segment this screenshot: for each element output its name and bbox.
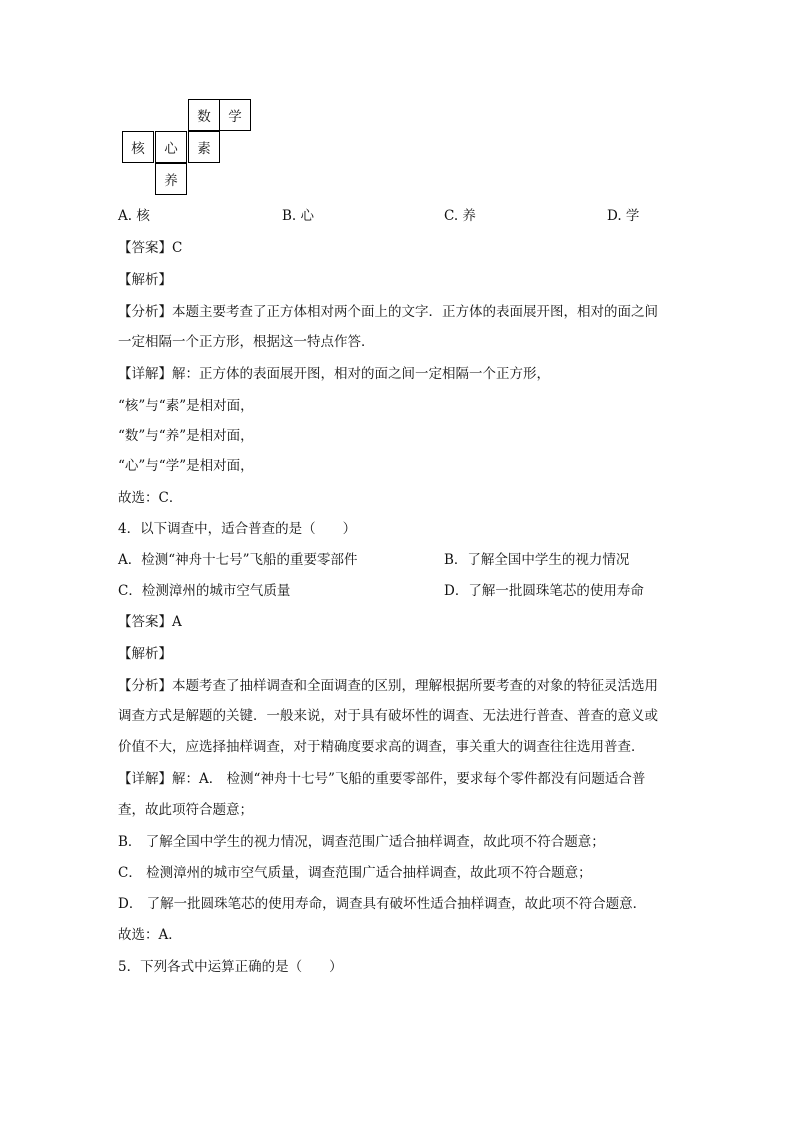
q4-xiangjie-b: B． 了解全国中学生的视力情况，调查范围广适合抽样调查，故此项不符合题意； xyxy=(118,834,605,850)
net-cell-yang: 养 xyxy=(155,163,187,195)
q4-fenxi-line-1: 【分析】本题考查了抽样调查和全面调查的区别，理解根据所要考查的对象的特征灵活选用 xyxy=(118,678,658,694)
q3-fenxi-line-1: 【分析】本题主要考查了正方体相对两个面上的文字．正方体的表面展开图，相对的面之间 xyxy=(118,304,658,320)
q4-jiexi-heading: 【解析】 xyxy=(118,646,172,662)
q4-option-b: B．了解全国中学生的视力情况 xyxy=(444,552,630,568)
q3-fenxi-line-2: 一定相隔一个正方形，根据这一特点作答． xyxy=(118,334,375,350)
q3-option-a: A. 核 xyxy=(118,208,150,224)
q3-pair-3: “心”与“学”是相对面， xyxy=(118,458,254,474)
q3-option-d: D. 学 xyxy=(607,208,640,224)
net-cell-xin: 心 xyxy=(155,131,187,163)
q4-guxuan: 故选：A． xyxy=(118,927,182,943)
q3-option-c: C. 养 xyxy=(444,208,476,224)
q3-guxuan: 故选：C． xyxy=(118,490,183,506)
q4-answer: 【答案】A xyxy=(118,614,182,630)
net-cell-xue: 学 xyxy=(219,99,251,131)
net-cell-su: 素 xyxy=(188,131,220,163)
q4-option-a: A．检测“神舟十七号”飞船的重要零部件 xyxy=(118,552,358,568)
q4-option-c: C．检测漳州的城市空气质量 xyxy=(118,583,291,599)
q4-xiangjie-line-1: 【详解】解：A． 检测“神舟十七号”飞船的重要零部件，要求每个零件都没有问题适合普 xyxy=(118,771,646,787)
net-cell-shu: 数 xyxy=(188,99,220,131)
q4-xiangjie-line-2: 查，故此项符合题意； xyxy=(118,802,253,818)
q4-fenxi-line-2: 调查方式是解题的关键．一般来说，对于具有破坏性的调查、无法进行普查、普查的意义或 xyxy=(118,708,658,724)
net-cell-he: 核 xyxy=(122,131,154,163)
q3-option-b: B. 心 xyxy=(282,208,315,224)
q3-pair-1: “核”与“素”是相对面， xyxy=(118,398,254,414)
q3-answer: 【答案】C xyxy=(118,240,183,256)
q4-question: 4．以下调查中，适合普查的是（ ） xyxy=(118,521,357,537)
q3-pair-2: “数”与“养”是相对面， xyxy=(118,428,254,444)
q4-xiangjie-d: D． 了解一批圆珠笔芯的使用寿命，调查具有破坏性适合抽样调查，故此项不符合题意． xyxy=(118,896,647,912)
q5-question: 5．下列各式中运算正确的是（ ） xyxy=(118,959,343,975)
q3-xiangjie: 【详解】解：正方体的表面展开图，相对的面之间一定相隔一个正方形， xyxy=(118,366,550,382)
q4-xiangjie-c: C． 检测漳州的城市空气质量，调查范围广适合抽样调查，故此项不符合题意； xyxy=(118,865,592,881)
q4-option-d: D．了解一批圆珠笔芯的使用寿命 xyxy=(444,583,644,599)
q3-jiexi-heading: 【解析】 xyxy=(118,272,172,288)
q4-fenxi-line-3: 价值不大，应选择抽样调查，对于精确度要求高的调查，事关重大的调查往往选用普查． xyxy=(118,739,645,755)
